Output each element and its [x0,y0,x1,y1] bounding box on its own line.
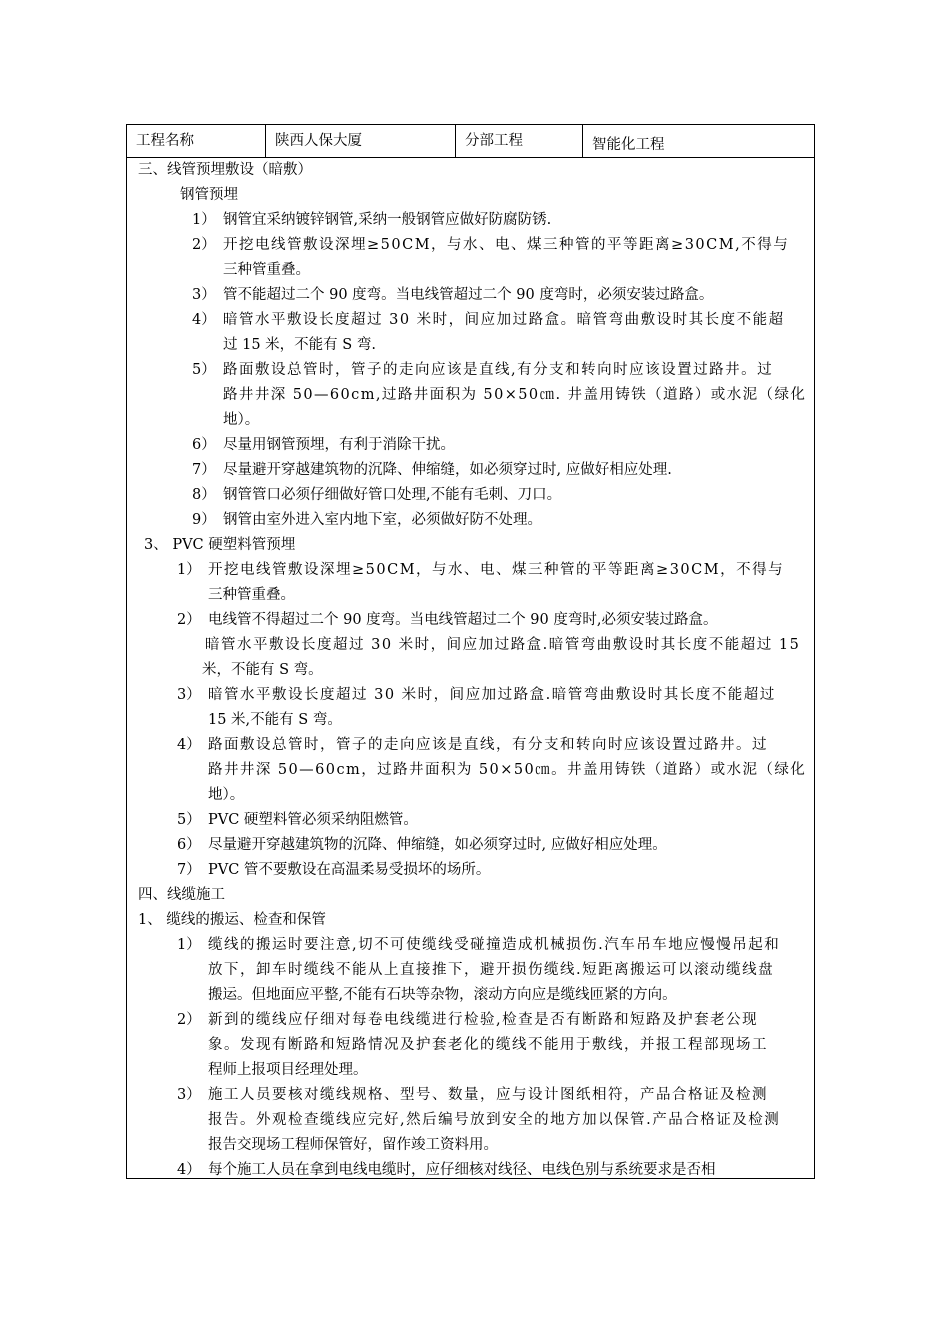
project-name-value: 陕西人保大厦 [266,125,456,157]
line-text: 搬运。但地面应平整,不能有石块等杂物，滚动方向应是缆线匝紧的方向。 [208,987,677,1003]
line-text: 报告交现场工程师保管好，留作竣工资料用。 [208,1137,498,1153]
item-number: 4） [177,737,201,753]
line-text: 放下，卸车时缆线不能从上直接推下，避开损伤缆线.短距离搬运可以滚动缆线盘 [208,962,775,978]
line-text: 钢管管口必须仔细做好管口处理,不能有毛刺、刀口。 [223,487,562,503]
line-text: 地）。 [208,787,245,803]
line-text: 尽量避开穿越建筑物的沉降、伸缩缝，如必须穿过时, 应做好相应处理。 [208,837,667,853]
line-text: 钢管预埋 [180,187,238,203]
line-text: 路井井深 50—60cm,过路井面积为 50×50㎝. 井盖用铸铁（道路）或水泥（绿化 [223,387,807,403]
line-text: 路井井深 50—60cm，过路井面积为 50×50㎝。井盖用铸铁（道路）或水泥（绿化 [208,762,807,778]
sub-project-value: 智能化工程 [592,137,665,153]
line-text: 三种管重叠。 [223,262,310,278]
item-number: 1） [177,562,201,578]
item-number: 5） [192,362,216,378]
sub-project-label: 分部工程 [456,125,583,157]
line-text: 1、 缆线的搬运、检查和保管 [138,912,326,928]
line-text: 路面敷设总管时，管子的走向应该是直线,有分支和转向时应该设置过路井。过 [223,362,774,378]
line-text: 钢管宜采纳镀锌钢管,采纳一般钢管应做好防腐防锈. [223,212,552,228]
item-number: 1） [192,212,216,228]
item-number: 4） [192,312,216,328]
line-text: 米，不能有 S 弯。 [202,662,323,678]
item-number: 8） [192,487,216,503]
item-number: 4） [177,1162,201,1178]
construction-record-form [126,124,815,1179]
line-text: 钢管由室外进入室内地下室，必须做好防不处理。 [223,512,542,528]
item-number: 6） [192,437,216,453]
line-text: 尽量用钢管预埋，有利于消除干扰。 [223,437,455,453]
line-text: 尽量避开穿越建筑物的沉降、伸缩缝，如必须穿过时, 应做好相应处理. [223,462,672,478]
line-text: 过 15 米，不能有 S 弯. [223,337,376,353]
line-text: 程师上报项目经理处理。 [208,1062,368,1078]
line-text: PVC 管不要敷设在高温柔易受损坏的场所。 [208,862,491,878]
form-header-row [127,125,814,158]
line-text: 地）。 [223,412,260,428]
line-text: 开挖电线管敷设深埋≥50CM，与水、电、煤三种管的平等距离≥30CM,不得与 [223,237,790,253]
item-number: 3） [192,287,216,303]
item-number: 2） [177,612,201,628]
line-text: 三、线管预埋敷设（暗敷） [138,162,312,178]
item-number: 2） [177,1012,201,1028]
line-text: 报告。外观检查缆线应完好,然后编号放到安全的地方加以保管.产品合格证及检测 [208,1112,781,1128]
line-text: 暗管水平敷设长度超过 30 米时，间应加过路盒。暗管弯曲敷设时其长度不能超 [223,312,785,328]
item-number: 5） [177,812,201,828]
line-text: 缆线的搬运时要注意,切不可使缆线受碰撞造成机械损伤.汽车吊车地应慢慢吊起和 [208,937,781,953]
item-number: 7） [177,862,201,878]
item-number: 9） [192,512,216,528]
line-text: 暗管水平敷设长度超过 30 米时，间应加过路盒.暗管弯曲敷设时其长度不能超过 [208,687,776,703]
line-text: PVC 硬塑料管必须采纳阻燃管。 [208,812,418,828]
line-text: 每个施工人员在拿到电线电缆时，应仔细核对线径、电线色别与系统要求是否相 [208,1162,716,1178]
line-text: 新到的缆线应仔细对每卷电线缆进行检验,检查是否有断路和短路及护套老公现 [208,1012,759,1028]
project-name-label: 工程名称 [127,125,266,157]
item-number: 3） [177,1087,201,1103]
line-text: 3、 PVC 硬塑料管预埋 [144,537,296,553]
line-text: 管不能超过二个 90 度弯。当电线管超过二个 90 度弯时，必须安装过路盒。 [223,287,714,303]
line-text: 三种管重叠。 [208,587,295,603]
item-number: 2） [192,237,216,253]
line-text: 象。发现有断路和短路情况及护套老化的缆线不能用于敷线，并报工程部现场工 [208,1037,768,1053]
item-number: 6） [177,837,201,853]
line-text: 15 米,不能有 S 弯。 [208,712,342,728]
line-text: 电线管不得超过二个 90 度弯。当电线管超过二个 90 度弯时,必须安装过路盒。 [208,612,718,628]
item-number: 7） [192,462,216,478]
line-text: 暗管水平敷设长度超过 30 米时，间应加过路盒.暗管弯曲敷设时其长度不能超过 15 [205,637,801,653]
line-text: 开挖电线管敷设深埋≥50CM，与水、电、煤三种管的平等距离≥30CM，不得与 [208,562,785,578]
item-number: 1） [177,937,201,953]
line-text: 四、线缆施工 [138,887,225,903]
line-text: 路面敷设总管时，管子的走向应该是直线，有分支和转向时应该设置过路井。过 [208,737,768,753]
item-number: 3） [177,687,201,703]
line-text: 施工人员要核对缆线规格、型号、数量，应与设计图纸相符，产品合格证及检测 [208,1087,768,1103]
